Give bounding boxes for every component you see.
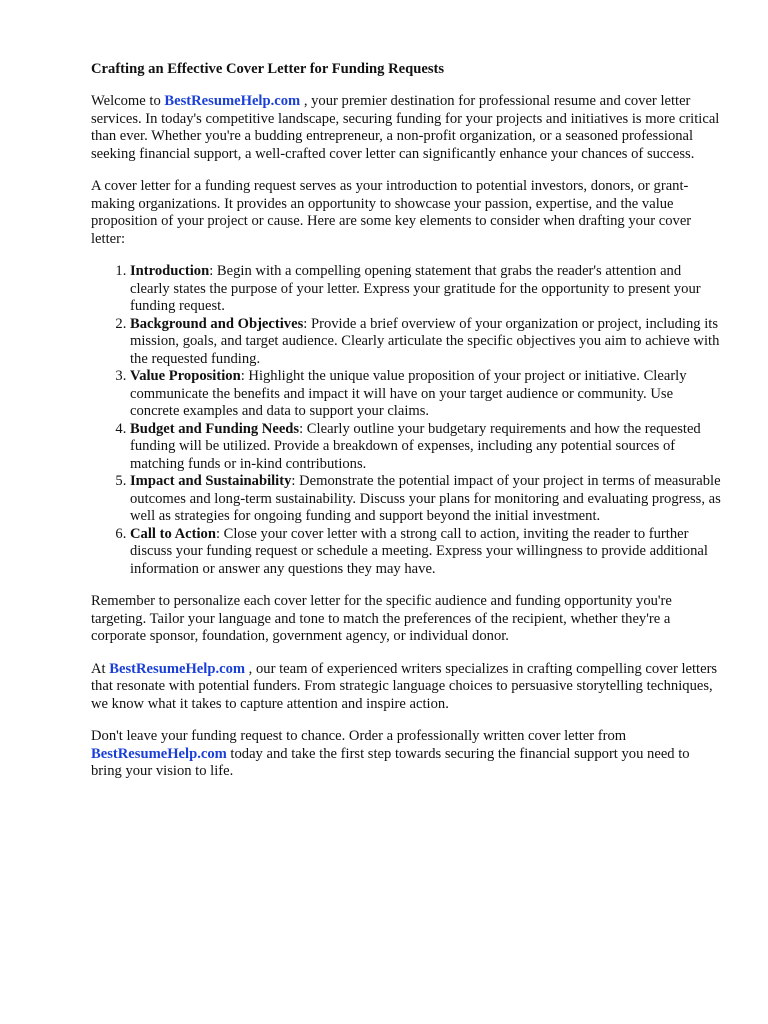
list-item-value-proposition <box>130 368 723 421</box>
list-item-introduction <box>130 263 723 316</box>
list-item-text: : Highlight the unique value proposition of your project or initiative. Clearly communicate the benefits and impact it will have on your target audience or community. Use concrete examples and data to support your claims. <box>130 368 687 419</box>
list-item-term: Introduction <box>130 263 210 279</box>
intro-paragraph <box>91 93 723 163</box>
overview-paragraph: A cover letter for a funding request serves as your introduction to potential investors, donors, or grant-making organizations. It provides an opportunity to showcase your passion, expertise, and the value proposition of your project or cause. Here are some key elements to consider when drafting your cover letter: <box>91 178 692 247</box>
team-site-link[interactable]: BestResumeHelp.com <box>109 660 246 677</box>
list-item-text: : Demonstrate the potential impact of your project in terms of measurable outcomes and long-term sustainability. Discuss your plans for monitoring and evaluating progress, as well as strategies for ongoing funding and support beyond the initial investment. <box>130 473 721 524</box>
page-title: Crafting an Effective Cover Letter for Funding Requests <box>91 61 445 77</box>
personalize-paragraph: Remember to personalize each cover letter for the specific audience and funding opportunity you're targeting. Tailor your language and tone to match the preferences of the recipient, whether they're a corporate sponsor, foundation, government agency, or individual donor. <box>91 593 672 644</box>
intro-lead-text: Welcome to <box>91 93 165 109</box>
document-page <box>91 60 723 796</box>
list-item-text: : Close your cover letter with a strong call to action, inviting the reader to further discuss your funding request or schedule a meeting. Express your willingness to provide additional information or answer any questions they may have. <box>130 525 708 577</box>
intro-site-link[interactable]: BestResumeHelp.com <box>164 93 301 109</box>
list-item-background <box>130 316 723 369</box>
list-item-term: Call to Action <box>130 525 216 542</box>
team-lead-text: At <box>91 660 110 677</box>
closing-rest-text: today and take the first step towards securing the financial support you need to bring your vision to life. <box>91 745 690 779</box>
list-item-term: Background and Objectives <box>130 315 304 332</box>
key-elements-list <box>91 263 723 578</box>
list-item-text: : Clearly outline your budgetary requirements and how the requested funding will be utilized. Provide a breakdown of expenses, including any potential sources of matching funds or in-kind contributions. <box>130 420 701 472</box>
list-item-impact <box>130 473 723 526</box>
list-item-term: Budget and Funding Needs <box>130 420 300 437</box>
list-item-text: : Provide a brief overview of your organization or project, including its mission, goals, and target audience. Clearly articulate the specific objectives you aim to achieve with the requested funding. <box>130 315 720 367</box>
list-item-text: : Begin with a compelling opening statement that grabs the reader's attention and clearly states the purpose of your letter. Express your gratitude for the opportunity to present your funding request. <box>130 263 701 314</box>
team-paragraph <box>91 661 723 714</box>
intro-rest-text: , your premier destination for professional resume and cover letter services. In today's competitive landscape, securing funding for your projects and initiatives is more critical than ever. Whether you're a budding entrepreneur, a non-profit organization, or a seasoned professional seeking financial support, a well-crafted cover letter can significantly enhance your chances of success. <box>91 93 720 162</box>
closing-paragraph <box>91 728 723 781</box>
list-item-term: Value Proposition <box>130 368 241 384</box>
team-rest-text: , our team of experienced writers specializes in crafting compelling cover letters that resonate with potential funders. From strategic language choices to persuasive storytelling techniques, we know what it takes to capture attention and inspire action. <box>91 660 718 712</box>
list-item-budget <box>130 421 723 474</box>
list-item-term: Impact and Sustainability <box>130 473 292 489</box>
list-item-call-to-action <box>130 526 723 579</box>
closing-site-link[interactable]: BestResumeHelp.com <box>91 745 227 762</box>
closing-lead-text: Don't leave your funding request to chance. Order a professionally written cover letter from <box>91 728 627 744</box>
